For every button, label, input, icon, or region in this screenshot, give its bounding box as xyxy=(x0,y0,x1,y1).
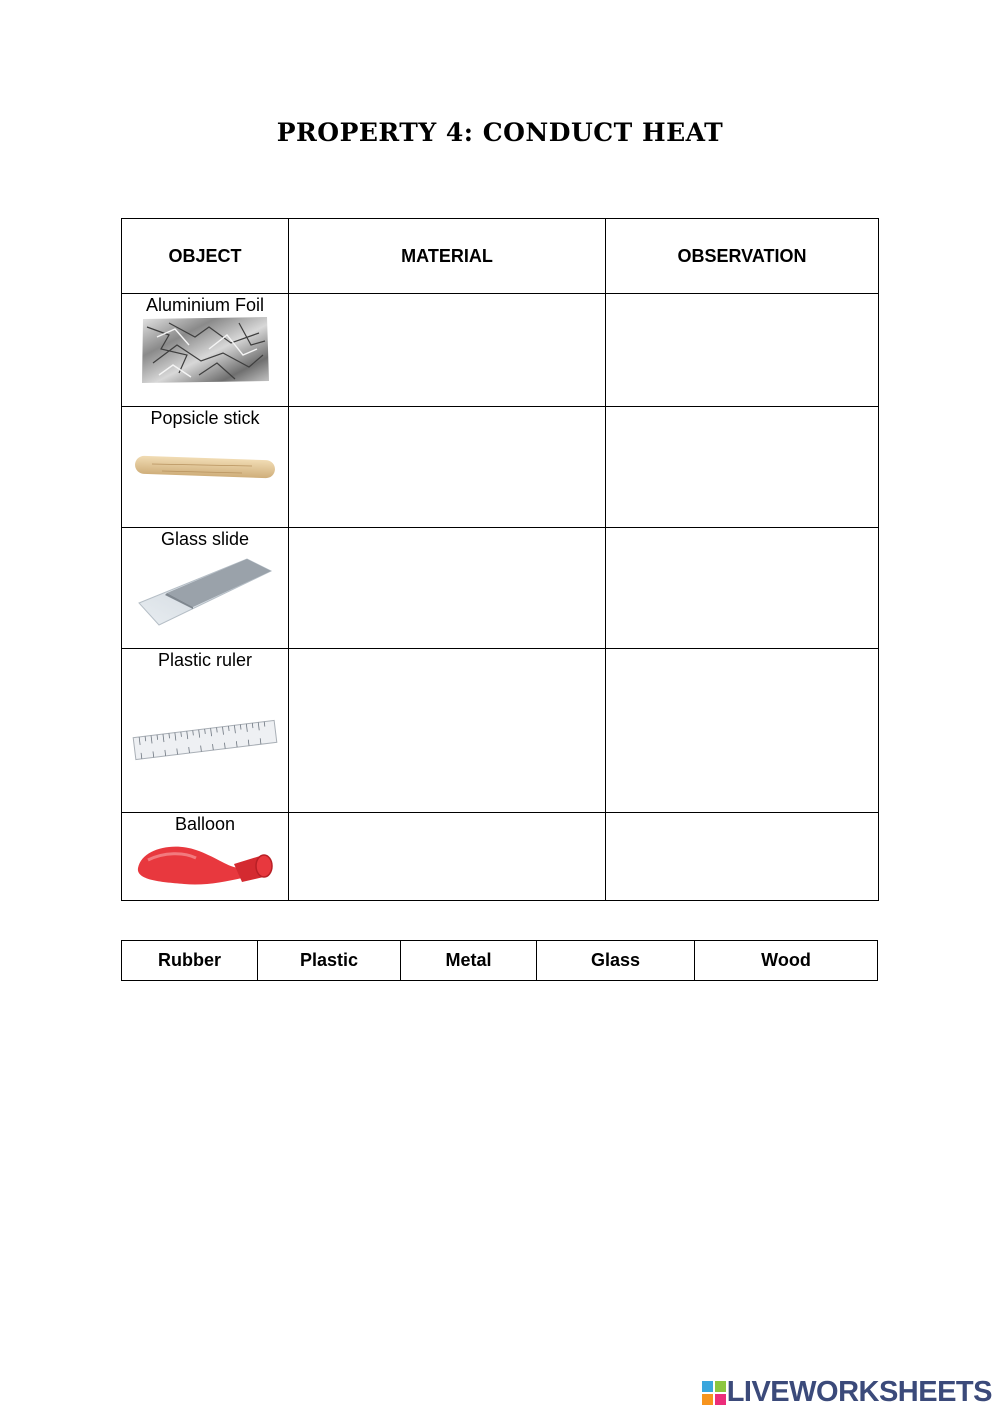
object-cell xyxy=(122,407,289,528)
material-answer-cell[interactable] xyxy=(289,813,606,901)
material-answer-cell[interactable] xyxy=(289,407,606,528)
observation-answer-cell[interactable] xyxy=(606,528,879,649)
material-answer-cell[interactable] xyxy=(289,528,606,649)
material-options-table xyxy=(121,940,878,981)
table-row xyxy=(122,649,879,813)
observation-answer-cell[interactable] xyxy=(606,649,879,813)
table-header-row xyxy=(122,219,879,294)
liveworksheets-logo-icon xyxy=(701,1380,727,1406)
option-rubber[interactable]: Rubber xyxy=(122,941,258,981)
liveworksheets-watermark xyxy=(701,1376,992,1409)
table-row xyxy=(122,407,879,528)
observation-answer-cell[interactable] xyxy=(606,813,879,901)
object-cell xyxy=(122,528,289,649)
observation-answer-cell[interactable] xyxy=(606,294,879,407)
option-wood[interactable]: Wood xyxy=(695,941,878,981)
object-cell xyxy=(122,813,289,901)
object-label: Glass slide xyxy=(160,529,250,549)
object-cell xyxy=(122,649,289,813)
table-row xyxy=(122,294,879,407)
table-row xyxy=(122,813,879,901)
header-material: MATERIAL xyxy=(289,219,606,294)
observation-answer-cell[interactable] xyxy=(606,407,879,528)
object-label: Aluminium Foil xyxy=(145,295,265,315)
object-label: Plastic ruler xyxy=(157,650,253,670)
material-answer-cell[interactable] xyxy=(289,294,606,407)
balloon-image xyxy=(134,838,276,888)
glass-slide-image xyxy=(135,553,275,629)
popsicle-stick-image xyxy=(132,446,278,496)
page-title: PROPERTY 4: CONDUCT HEAT xyxy=(276,118,724,147)
watermark-text: LIVEWORKSHEETS xyxy=(726,1376,992,1408)
object-label: Popsicle stick xyxy=(150,408,260,428)
header-observation: OBSERVATION xyxy=(606,219,879,294)
object-label: Balloon xyxy=(174,814,236,834)
option-metal[interactable]: Metal xyxy=(401,941,537,981)
aluminium-foil-image xyxy=(139,315,271,387)
material-answer-cell[interactable] xyxy=(289,649,606,813)
header-object: OBJECT xyxy=(122,219,289,294)
option-plastic[interactable]: Plastic xyxy=(258,941,401,981)
table-row xyxy=(122,528,879,649)
plastic-ruler-image xyxy=(130,715,280,765)
options-row xyxy=(122,941,878,981)
option-glass[interactable]: Glass xyxy=(537,941,695,981)
observation-table xyxy=(121,218,879,901)
object-cell xyxy=(122,294,289,407)
